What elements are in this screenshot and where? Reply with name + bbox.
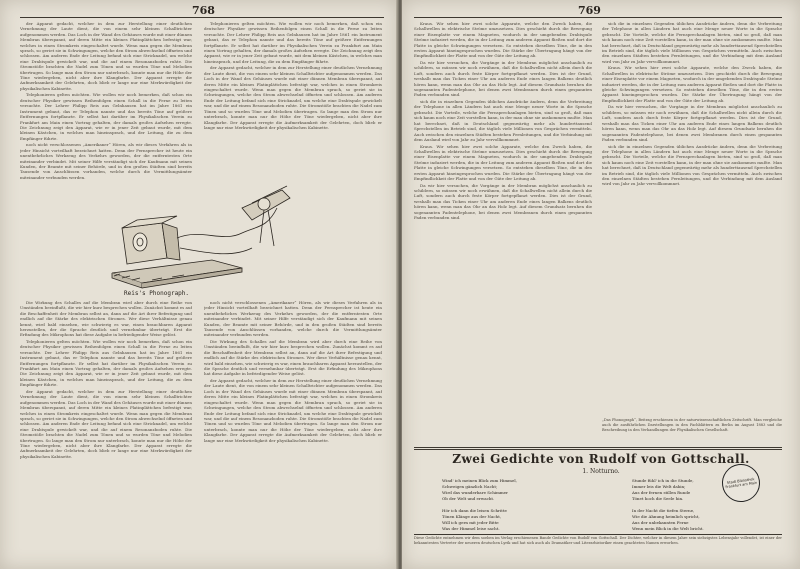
- poem-line: Wird das wunderbare Schimmer: [442, 490, 508, 495]
- right-text-col1e: Da wir hier versuchen, die Vorgänge in der Membran möglichst anschaulich zu schildern, so müssen wir noch erwähnen, daß die Schallwellen nicht allein durch die Luft, sondern auch durch feste Körper fortgepflanzt werden. Dies ist der Grund, weshalb man das Ticken einer Uhr am anderen Ende eines langen Balkens deutlich hören kann, wenn man das Ohr an das Holz legt. Auf diesem Grundsatz beruhen die sogenannten Fadentelephone, bei denen zwei Membranen durch einen gespannten Faden verbunden sind.: [414, 182, 592, 220]
- poem-line: Immer leis die Welt dahin;: [632, 484, 686, 489]
- section-rule-top: [414, 447, 782, 448]
- left-text-col2b-3: der Apparat gedacht, welcher in dem zur Herstellung einer deutlichen Vernehmung der Laute dient, die von einem sehr kleinen Schalltrichter aufgenommen werden. Das Loch in der Wand des Gehäuses wurde mit einer dünnen Membran überspannt, auf deren Mitte ein kleines Platinplättchen befestigt war, welches in einen Stromkreis eingeschaltet wurde. Wenn man gegen die Membran sprach, so geriet sie in Schwingungen, welche den Strom abwechselnd öffneten und schlossen. Am anderen Ende der Leitung befand sich eine Stricknadel, um welche eine Drahtspule gewickelt war, und die auf einem Resonanzboden ruhte. Die Stromstöße brachten die Nadel zum Tönen und so wurden Töne und Melodien übertragen. So lange man den Strom nur unterbrach, konnte man nur die Höhe der Töne wiedergeben, nicht aber ihre Klangfarbe. Der Apparat erregte die Aufmerksamkeit der Gelehrten, doch blieb er lange nur eine Merkwürdigkeit der physikalischen Kabinette.: [204, 378, 382, 443]
- poem-line: Was der Himmel leise sacht.: [442, 526, 500, 531]
- right-text-col2: sich die in einzelnen Gegenden üblichen Ausdrücke ändern, denn die Verbreitung der Telephone in allen Ländern hat auch eine Menge neuer Worte in die Sprache gebracht. Die Vorteile, welche die Fernsprechanlagen bieten, sind so groß, daß man sich kaum noch eine Zeit vorstellen kann, in der man ohne sie auskommen mußte. Man hat berechnet, daß in Deutschland gegenwärtig mehr als hunderttausend Sprechstellen im Betrieb sind, die täglich viele Millionen von Gesprächen vermitteln. Auch zwischen den einzelnen Städten bestehen Fernleitungen, und die Verbindung mit dem Ausland wird von Jahr zu Jahr vervollkommnet.: [602, 21, 782, 64]
- poem-line: Schweigen gänzlich Nacht;: [442, 484, 498, 489]
- footnote-title: „Das Phonograph“, Beitrag erschienen in der naturwissenschaftlichen Zeitschrift.: [602, 418, 753, 422]
- left-text-col1-repeat2: noch nicht verschlossenen „Amerikaner“ Hören, als wir dieses Verfahren als in jeder Hinsicht vorteilhaft bezeichnet hatten. Denn der Fernsprecher ist heute ein unentbehrliches Werkzeug des Verkehrs geworden, der die entferntesten Orte miteinander verbindet. Mit seiner Hilfe verständigt sich der Kaufmann mit seinen Kunden, der Beamte mit seiner Behörde, und in den großen Städten sind bereits Tausende von Anschlüssen vorhanden, welche durch die Vermittlungsämter miteinander verbunden werden.: [20, 142, 192, 180]
- poem-subheading: 1. Notturno.: [582, 468, 620, 475]
- left-column-1-lower: [20, 300, 192, 562]
- header-rule-left: [20, 17, 384, 18]
- left-text-col2: Telephonieren gelten möchten. Wie wollen wir noch bemerken, daß schon ein deutscher Physiker gewissen Reihenfolgen einen Schall in die Ferne zu leiten versuchte. Der Lehrer Philipp Reis aus Gelnhausen hat im Jahre 1861 ein Instrument gebaut, das er Telephon nannte und das bereits Töne auf größere Entfernungen fortpflanzte. Er selbst hat darüber im Physikalischen Verein zu Frankfurt am Main einen Vortrag gehalten, der damals großes Aufsehen erregte. Die Zeichnung zeigt den Apparat, wie er in jener Zeit gebaut wurde, mit dem kleinen Kästchen, in welches man hineinsprach, und der Leitung, die zu dem Empfänger führte.: [204, 21, 382, 64]
- left-column-2-lower: [204, 300, 382, 562]
- footnote-rule: [414, 534, 782, 535]
- left-page: [0, 0, 398, 569]
- poem-line: Aus der fernen stillen Runde: [632, 490, 691, 495]
- left-text-col1-repeat: Telephonieren gelten möchten. Wie wollen wir noch bemerken, daß schon ein deutscher Physiker gewissen Reihenfolgen einen Schall in die Ferne zu leiten versuchte. Der Lehrer Philipp Reis aus Gelnhausen hat im Jahre 1861 ein Instrument gebaut, das er Telephon nannte und das bereits Töne auf größere Entfernungen fortpflanzte. Er selbst hat darüber im Physikalischen Verein zu Frankfurt am Main einen Vortrag gehalten, der damals großes Aufsehen erregte. Die Zeichnung zeigt den Apparat, wie er in jener Zeit gebaut wurde, mit dem kleinen Kästchen, in welches man hineinsprach, und der Leitung, die zu dem Empfänger führte.: [20, 92, 192, 141]
- figure-caption: Reis's Phonograph.: [124, 290, 190, 297]
- poem-line: Hör ich dann die leisen Schritte: [442, 508, 507, 513]
- right-text-col1c: sich die in einzelnen Gegenden üblichen Ausdrücke ändern, denn die Verbreitung der Telephone in allen Ländern hat auch eine Menge neuer Worte in die Sprache gebracht. Die Vorteile, welche die Fernsprechanlagen bieten, sind so groß, daß man sich kaum noch eine Zeit vorstellen kann, in der man ohne sie auskommen mußte. Man hat berechnet, daß in Deutschland gegenwärtig mehr als hunderttausend Sprechstellen im Betrieb sind, die täglich viele Millionen von Gesprächen vermitteln. Auch zwischen den einzelnen Städten bestehen Fernleitungen, und die Verbindung mit dem Ausland wird von Jahr zu Jahr vervollkommnet.: [414, 99, 592, 142]
- page-number-right: 769: [578, 4, 601, 17]
- poem-right-stanzas: [632, 478, 772, 532]
- right-column-1: [414, 21, 592, 439]
- right-text-col1: Kraus. Wir sehen hier zwei solche Apparate, welche den Zweck haben, die Schallwellen in elektrische Ströme umzusetzen. Dies geschieht durch die Bewegung einer Eisenplatte vor einem Magneten, wodurch in der umgebenden Drahtspule Ströme induziert werden, die in der Leitung zum anderen Apparat fließen und dort die Platte in gleiche Schwingungen versetzen. So entstehen dieselben Töne, die in den ersten Apparat hineingesprochen wurden. Die Stärke der Übertragung hängt von der Empfindlichkeit der Platte und von der Güte der Leitung ab.: [414, 21, 592, 59]
- left-text-bottom: Die Wirkung des Schalles auf die Membran wird aber durch eine Reihe von Umständen beeinflußt, die wir hier kurz besprechen wollen. Zunächst kommt es auf die Beschaffenheit der Membran selbst an, dann auf die Art ihrer Befestigung und endlich auf die Stärke des elektrischen Stromes. Wer diese Verhältnisse genau kennt, wird bald einsehen, wie schwierig es war, einen brauchbaren Apparat herzustellen, der die Sprache deutlich und vernehmbar überträgt. Erst die Erfindung des Mikrophons hat diese Aufgabe in befriedigender Weise gelöst.: [20, 300, 192, 338]
- poem-line: Stunde fühl' ich in die Stunde,: [632, 478, 694, 483]
- poem-line: Wind' ich meinen Blick zum Himmel,: [442, 478, 517, 483]
- left-column-2: [204, 21, 382, 171]
- right-page: [402, 0, 800, 569]
- left-text-bottom-3: der Apparat gedacht, welcher in dem zur Herstellung einer deutlichen Vernehmung der Laute dient, die von einem sehr kleinen Schalltrichter aufgenommen werden. Das Loch in der Wand des Gehäuses wurde mit einer dünnen Membran überspannt, auf deren Mitte ein kleines Platinplättchen befestigt war, welches in einen Stromkreis eingeschaltet wurde. Wenn man gegen die Membran sprach, so geriet sie in Schwingungen, welche den Strom abwechselnd öffneten und schlossen. Am anderen Ende der Leitung befand sich eine Stricknadel, um welche eine Drahtspule gewickelt war, und die auf einem Resonanzboden ruhte. Die Stromstöße brachten die Nadel zum Tönen und so wurden Töne und Melodien übertragen. So lange man den Strom nur unterbrach, konnte man nur die Höhe der Töne wiedergeben, nicht aber ihre Klangfarbe. Der Apparat erregte die Aufmerksamkeit der Gelehrten, doch blieb er lange nur eine Merkwürdigkeit der physikalischen Kabinette.: [20, 388, 192, 459]
- poem-line: Tönen Klänge aus der Nacht,: [442, 514, 502, 519]
- left-text-col1: der Apparat gedacht, welcher in dem zur Herstellung einer deutlichen Vernehmung der Laute dient, die von einem sehr kleinen Schalltrichter aufgenommen werden. Das Loch in der Wand des Gehäuses wurde mit einer dünnen Membran überspannt, auf deren Mitte ein kleines Platinplättchen befestigt war, welches in einen Stromkreis eingeschaltet wurde. Wenn man gegen die Membran sprach, so geriet sie in Schwingungen, welche den Strom abwechselnd öffneten und schlossen. Am anderen Ende der Leitung befand sich eine Stricknadel, um welche eine Drahtspule gewickelt war, und die auf einem Resonanzboden ruhte. Die Stromstöße brachten die Nadel zum Tönen und so wurden Töne und Melodien übertragen. So lange man den Strom nur unterbrach, konnte man nur die Höhe der Töne wiedergeben, nicht aber ihre Klangfarbe. Der Apparat erregte die Aufmerksamkeit der Gelehrten, doch blieb er lange nur eine Merkwürdigkeit der physikalischen Kabinette.: [20, 21, 192, 91]
- poem-line: Ob der Welt und erwacht.: [442, 496, 495, 501]
- section-rule-top-2: [414, 449, 782, 450]
- poem-line: Will ich gern mit jeder Bitte: [442, 520, 499, 525]
- left-text-bottom-2: Telephonieren gelten möchten. Wie wollen wir noch bemerken, daß schon ein deutscher Physiker gewissen Reihenfolgen einen Schall in die Ferne zu leiten versuchte. Der Lehrer Philipp Reis aus Gelnhausen hat im Jahre 1861 ein Instrument gebaut, das er Telephon nannte und das bereits Töne auf größere Entfernungen fortpflanzte. Er selbst hat darüber im Physikalischen Verein zu Frankfurt am Main einen Vortrag gehalten, der damals großes Aufsehen erregte. Die Zeichnung zeigt den Apparat, wie er in jener Zeit gebaut wurde, mit dem kleinen Kästchen, in welches man hineinsprach, und der Leitung, die zu dem Empfänger führte.: [20, 339, 192, 388]
- poem-left-stanzas: [442, 478, 582, 532]
- right-column-2: [602, 21, 782, 416]
- poem-heading: Zwei Gedichte von Rudolf von Gottschall.: [452, 452, 750, 466]
- poem-footnote: Diese Gedichte entnehmen wir dem soeben im Verlag erschienenen Bande Gedichte von Rudolf von Gottschall. Der Dichter, welcher in diesem Jahre sein siebzigstes Lebensjahr vollendet, ist einer der bekanntesten Vertreter der neueren deutschen Lyrik und hat sich auch als Dramatiker und Literarhistoriker einen geachteten Namen erworben.: [414, 536, 782, 545]
- stamp-text: Stadt Bibliothek Frankfurt am Main: [725, 477, 758, 490]
- right-text-col1d: Kraus. Wir sehen hier zwei solche Apparate, welche den Zweck haben, die Schallwellen in elektrische Ströme umzusetzen. Dies geschieht durch die Bewegung einer Eisenplatte vor einem Magneten, wodurch in der umgebenden Drahtspule Ströme induziert werden, die in der Leitung zum anderen Apparat fließen und dort die Platte in gleiche Schwingungen versetzen. So entstehen dieselben Töne, die in den ersten Apparat hineingesprochen wurden. Die Stärke der Übertragung hängt von der Empfindlichkeit der Platte und von der Güte der Leitung ab.: [414, 143, 592, 181]
- right-text-col2b: Kraus. Wir sehen hier zwei solche Apparate, welche den Zweck haben, die Schallwellen in elektrische Ströme umzusetzen. Dies geschieht durch die Bewegung einer Eisenplatte vor einem Magneten, wodurch in der umgebenden Drahtspule Ströme induziert werden, die in der Leitung zum anderen Apparat fließen und dort die Platte in gleiche Schwingungen versetzen. So entstehen dieselben Töne, die in den ersten Apparat hineingesprochen wurden. Die Stärke der Übertragung hängt von der Empfindlichkeit der Platte und von der Güte der Leitung ab.: [602, 65, 782, 103]
- left-text-col2-more: der Apparat gedacht, welcher in dem zur Herstellung einer deutlichen Vernehmung der Laute dient, die von einem sehr kleinen Schalltrichter aufgenommen werden. Das Loch in der Wand des Gehäuses wurde mit einer dünnen Membran überspannt, auf deren Mitte ein kleines Platinplättchen befestigt war, welches in einen Stromkreis eingeschaltet wurde. Wenn man gegen die Membran sprach, so geriet sie in Schwingungen, welche den Strom abwechselnd öffneten und schlossen. Am anderen Ende der Leitung befand sich eine Stricknadel, um welche eine Drahtspule gewickelt war, und die auf einem Resonanzboden ruhte. Die Stromstöße brachten die Nadel zum Tönen und so wurden Töne und Melodien übertragen. So lange man den Strom nur unterbrach, konnte man nur die Höhe der Töne wiedergeben, nicht aber ihre Klangfarbe. Der Apparat erregte die Aufmerksamkeit der Gelehrten, doch blieb er lange nur eine Merkwürdigkeit der physikalischen Kabinette.: [204, 65, 382, 130]
- right-footnote: [602, 418, 782, 446]
- left-text-col2b-2: Die Wirkung des Schalles auf die Membran wird aber durch eine Reihe von Umständen beeinflußt, die wir hier kurz besprechen wollen. Zunächst kommt es auf die Beschaffenheit der Membran selbst an, dann auf die Art ihrer Befestigung und endlich auf die Stärke des elektrischen Stromes. Wer diese Verhältnisse genau kennt, wird bald einsehen, wie schwierig es war, einen brauchbaren Apparat herzustellen, der die Sprache deutlich und vernehmbar überträgt. Erst die Erfindung des Mikrophons hat diese Aufgabe in befriedigender Weise gelöst.: [204, 339, 382, 377]
- poem-line: In der Nacht die tiefen Sterne,: [632, 508, 695, 513]
- footnote-text: Man vergleiche auch die ausführlichen Darstellungen in den Fachblättern zu Berlin im August 1883 und die Beschreibung in den Verhandlungen der Physikalischen Gesellschaft.: [602, 418, 782, 432]
- poem-line: Aus der unbekannten Ferne: [632, 520, 689, 525]
- page-number-left: 768: [192, 4, 215, 17]
- poem-line: Wenn mein Blick in die Welt bricht.: [632, 526, 704, 531]
- poem-line: Tönet hoch die Seele hin.: [632, 496, 684, 501]
- header-rule-right: [414, 17, 782, 18]
- right-text-col2c: Da wir hier versuchen, die Vorgänge in der Membran möglichst anschaulich zu schildern, so müssen wir noch erwähnen, daß die Schallwellen nicht allein durch die Luft, sondern auch durch feste Körper fortgepflanzt werden. Dies ist der Grund, weshalb man das Ticken einer Uhr am anderen Ende eines langen Balkens deutlich hören kann, wenn man das Ohr an das Holz legt. Auf diesem Grundsatz beruhen die sogenannten Fadentelephone, bei denen zwei Membranen durch einen gespannten Faden verbunden sind.: [602, 104, 782, 142]
- left-text-col2b: noch nicht verschlossenen „Amerikaner“ Hören, als wir dieses Verfahren als in jeder Hinsicht vorteilhaft bezeichnet hatten. Denn der Fernsprecher ist heute ein unentbehrliches Werkzeug des Verkehrs geworden, der die entferntesten Orte miteinander verbindet. Mit seiner Hilfe verständigt sich der Kaufmann mit seinen Kunden, der Beamte mit seiner Behörde, und in den großen Städten sind bereits Tausende von Anschlüssen vorhanden, welche durch die Vermittlungsämter miteinander verbunden werden.: [204, 300, 382, 338]
- right-text-col1b: Da wir hier versuchen, die Vorgänge in der Membran möglichst anschaulich zu schildern, so müssen wir noch erwähnen, daß die Schallwellen nicht allein durch die Luft, sondern auch durch feste Körper fortgepflanzt werden. Dies ist der Grund, weshalb man das Ticken einer Uhr am anderen Ende eines langen Balkens deutlich hören kann, wenn man das Ohr an das Holz legt. Auf diesem Grundsatz beruhen die sogenannten Fadentelephone, bei denen zwei Membranen durch einen gespannten Faden verbunden sind.: [414, 60, 592, 98]
- poem-line: Wie die Ahnung heimlich spricht,: [632, 514, 700, 519]
- right-text-col2d: sich die in einzelnen Gegenden üblichen Ausdrücke ändern, denn die Verbreitung der Telephone in allen Ländern hat auch eine Menge neuer Worte in die Sprache gebracht. Die Vorteile, welche die Fernsprechanlagen bieten, sind so groß, daß man sich kaum noch eine Zeit vorstellen kann, in der man ohne sie auskommen mußte. Man hat berechnet, daß in Deutschland gegenwärtig mehr als hunderttausend Sprechstellen im Betrieb sind, die täglich viele Millionen von Gesprächen vermitteln. Auch zwischen den einzelnen Städten bestehen Fernleitungen, und die Verbindung mit dem Ausland wird von Jahr zu Jahr vervollkommnet.: [602, 143, 782, 187]
